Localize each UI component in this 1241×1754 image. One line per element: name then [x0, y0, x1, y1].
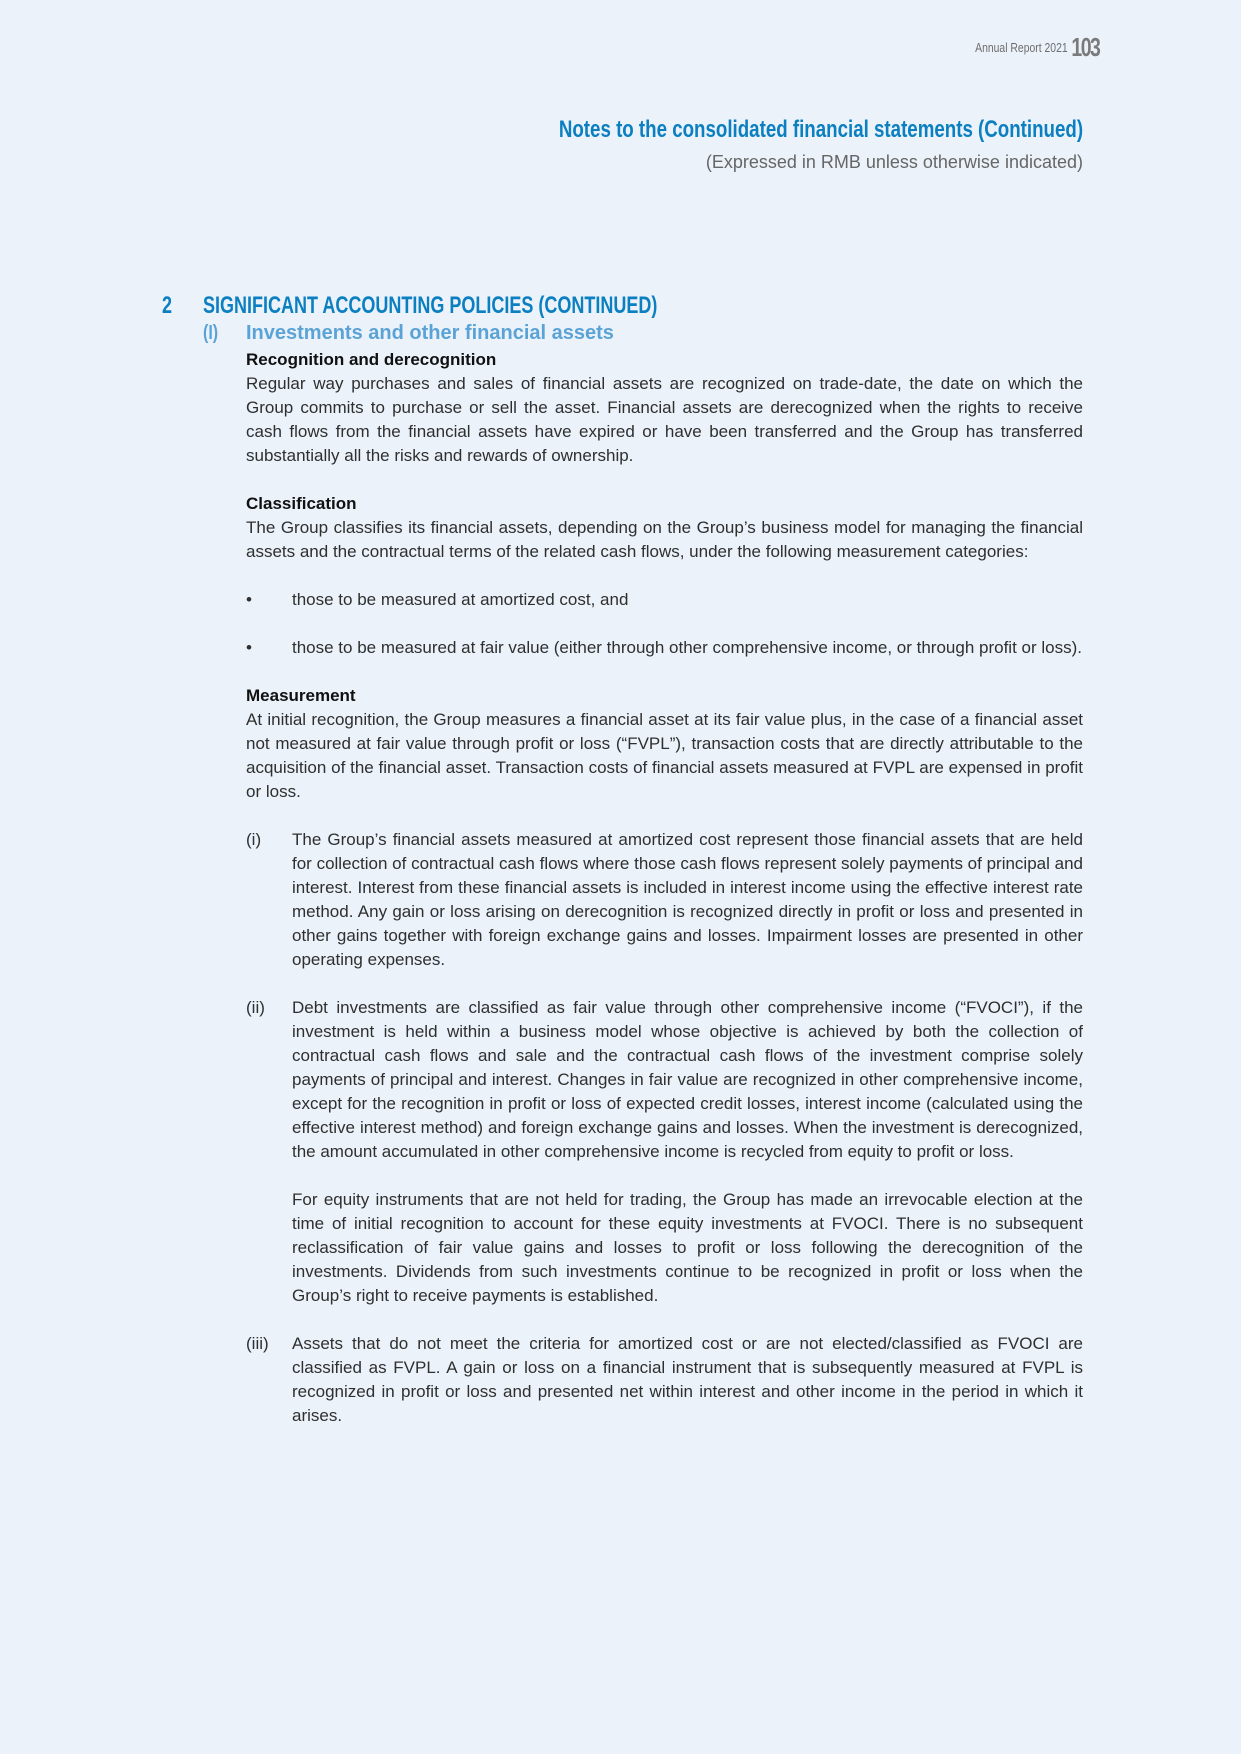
- item-marker: (ii): [246, 998, 265, 1017]
- content: [0, 292, 1241, 1452]
- section-title: SIGNIFICANT ACCOUNTING POLICIES (CONTINUED): [203, 292, 658, 319]
- item-marker: (i): [246, 830, 262, 849]
- subsection-heading: [0, 322, 1241, 348]
- page-number: 103: [1070, 32, 1099, 62]
- measurement-item: [246, 828, 1083, 972]
- measurement-text: At initial recognition, the Group measures a financial asset at its fair value plus, in the case of a financial asset not measured at fair value through profit or loss (“FVPL”), transaction costs that are directly attributable to the acquisition of the financial asset. Transaction costs of financial assets measured at FVPL are expensed in profit or loss.: [246, 710, 1083, 801]
- bullet-marker: •: [246, 638, 252, 657]
- bullet-item: [246, 636, 1083, 660]
- item-marker: (iii): [246, 1334, 269, 1353]
- recognition-text: Regular way purchases and sales of financial assets are recognized on trade-date, the date on which the Group commits to purchase or sell the asset. Financial assets are derecognized when the rights to receive cash flows from the financial assets have expired or have been transferred and the Group has transferred substantially all the risks and rewards of ownership.: [246, 374, 1083, 465]
- page-subtitle: (Expressed in RMB unless otherwise indicated): [705, 152, 1083, 172]
- subsection-title: Investments and other financial assets: [246, 322, 614, 344]
- bullet-text: those to be measured at amortized cost, and: [292, 590, 629, 609]
- subsection-number: (I): [203, 322, 219, 344]
- bullet-text: those to be measured at fair value (either through other comprehensive income, or through profit or loss).: [292, 638, 1082, 657]
- measurement-heading: Measurement: [246, 686, 356, 705]
- recognition-heading: Recognition and derecognition: [246, 350, 497, 369]
- subsection-body: [246, 348, 1083, 1428]
- classification-heading: Classification: [246, 494, 357, 513]
- bullet-item: [246, 588, 1083, 612]
- item-text-continued: For equity instruments that are not held for trading, the Group has made an irrevocable election at the time of initial recognition to account for these equity investments at FVOCI. There is no subsequent reclassification of fair value gains and losses to profit or loss following the derecognition of the investments. Dividends from such investments continue to be recognized in profit or loss when the Group’s right to receive payments is established.: [292, 1190, 1083, 1305]
- classification-text: The Group classifies its financial assets, depending on the Group’s business model for managing the financial assets and the contractual terms of the related cash flows, under the following measurement categories:: [246, 518, 1083, 561]
- report-name: Annual Report 2021: [975, 40, 1068, 55]
- bullet-marker: •: [246, 590, 252, 609]
- item-text: Debt investments are classified as fair value through other comprehensive income (“FVOCI”), if the investment is held within a business model whose objective is achieved by both the collection of contractual cash flows and sale and the contractual cash flows of the investment comprise solely payments of principal and interest. Changes in fair value are recognized in other comprehensive income, except for the recognition in profit or loss of expected credit losses, interest income (calculated using the effective interest method) and foreign exchange gains and losses. When the investment is derecognized, the amount accumulated in other comprehensive income is recycled from equity to profit or loss.: [292, 998, 1083, 1161]
- page-title: Notes to the consolidated financial statements (Continued): [558, 116, 1083, 143]
- section-heading: [0, 292, 1241, 322]
- item-text: Assets that do not meet the criteria for amortized cost or are not elected/classified as FVOCI are classified as FVPL. A gain or loss on a financial instrument that is subsequently measured at FVPL is recognized in profit or loss and presented net within interest and other income in the period in which it arises.: [292, 1334, 1083, 1425]
- section-number: 2: [162, 292, 173, 319]
- measurement-item: [246, 1332, 1083, 1428]
- measurement-item: [246, 996, 1083, 1308]
- item-text: The Group’s financial assets measured at amortized cost represent those financial assets that are held for collection of contractual cash flows where those cash flows represent solely payments of principal and interest. Interest from these financial assets is included in interest income using the effective interest rate method. Any gain or loss arising on derecognition is recognized directly in profit or loss and presented in other gains together with foreign exchange gains and losses. Impairment losses are presented in other operating expenses.: [292, 830, 1083, 969]
